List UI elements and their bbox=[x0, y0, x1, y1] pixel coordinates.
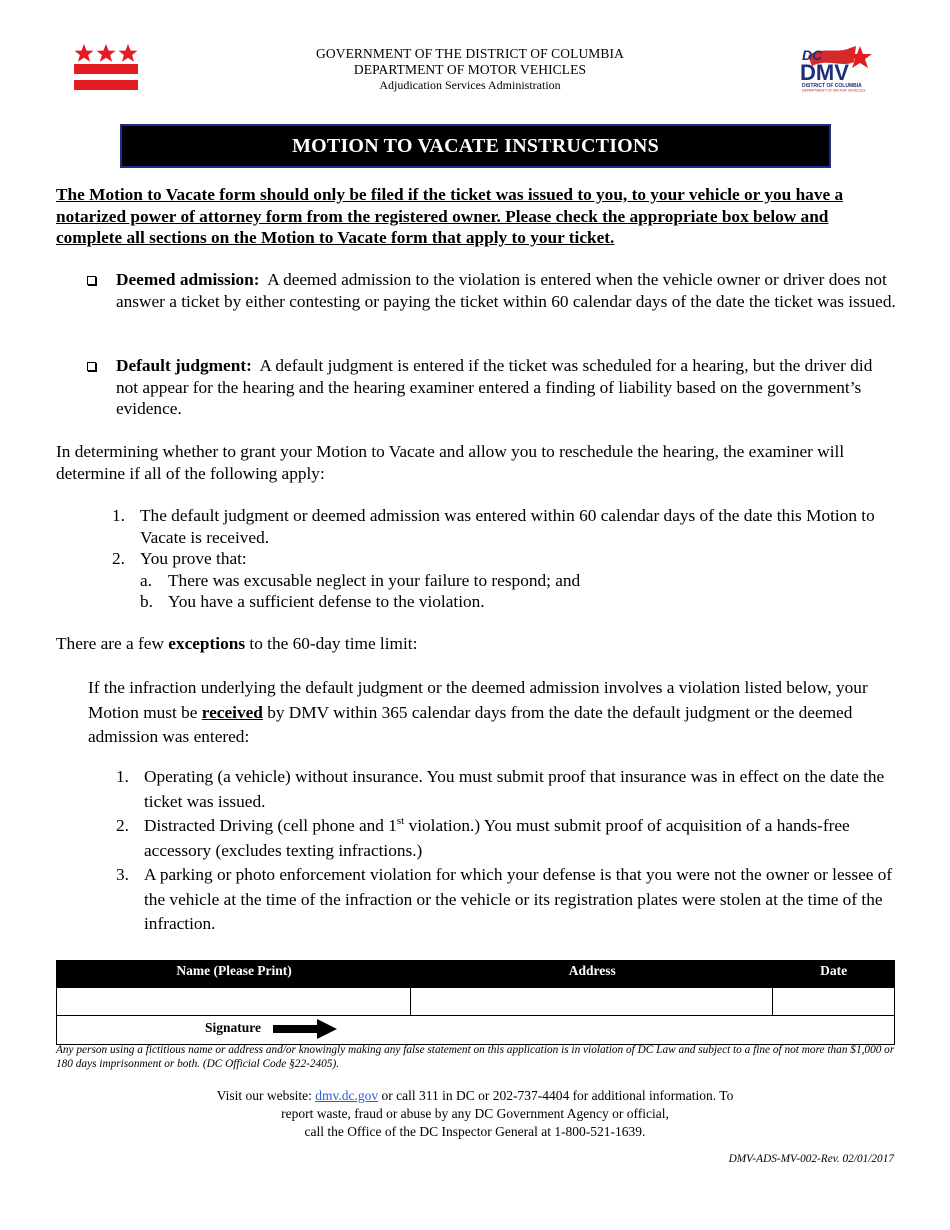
footer bbox=[160, 1087, 790, 1141]
list-text-pre: Distracted Driving (cell phone and 1 bbox=[144, 816, 397, 835]
list-number: 2. bbox=[116, 816, 129, 835]
logo-sub-text: DISTRICT OF COLUMBIA bbox=[802, 83, 862, 89]
infraction-bold: received bbox=[201, 702, 263, 722]
disclaimer: Any person using a fictitious name or address and/or knowingly making any false statement on this application is in violation of DC Law and subject to a fine of not more than $1,000 or 180 days imprisonment or both. (DC Official Code §22-2405). bbox=[56, 1044, 895, 1070]
infraction-pre: If the infraction underlying the default judgment or the deemed admission involves a violation listed below, your Motion must be bbox=[88, 678, 868, 722]
agency-line-1: GOVERNMENT OF THE DISTRICT OF COLUMBIA bbox=[316, 46, 624, 61]
list-item bbox=[112, 548, 892, 570]
criteria-list bbox=[112, 505, 892, 613]
sub-list-item bbox=[112, 570, 892, 592]
checkbox-bullet-icon bbox=[87, 276, 96, 285]
bullet-deemed-admission bbox=[84, 269, 896, 312]
star-icon bbox=[75, 44, 94, 62]
list-text: You have a sufficient defense to the violation. bbox=[168, 592, 485, 611]
dc-flag-logo bbox=[72, 44, 140, 92]
list-text: You prove that: bbox=[140, 549, 247, 568]
infraction-post: by DMV within 365 calendar days from the date the default judgment or the deemed admission was entered: bbox=[88, 702, 853, 746]
list-text: A parking or photo enforcement violation for which your defense is that you were not the owner or lessee of the vehicle at the time of the infraction or the vehicle or its registration plates were stolen at the time of the infraction. bbox=[144, 865, 893, 933]
name-field[interactable] bbox=[57, 988, 411, 1015]
page-title: MOTION TO VACATE INSTRUCTIONS bbox=[120, 124, 831, 168]
form-revision-code: DMV-ADS-MV-002-Rev. 02/01/2017 bbox=[728, 1153, 894, 1165]
flag-bar bbox=[74, 64, 138, 74]
form-input-row bbox=[57, 988, 894, 1016]
signature-label: Signature bbox=[205, 1020, 262, 1035]
exception-list bbox=[116, 765, 896, 937]
list-letter: a. bbox=[140, 570, 152, 590]
dc-dmv-logo bbox=[798, 44, 876, 92]
list-number: 1. bbox=[116, 767, 129, 786]
logo-dmv-text: DMV bbox=[800, 60, 849, 85]
star-icon bbox=[97, 44, 116, 62]
agency-line-2: DEPARTMENT OF MOTOR VEHICLES bbox=[353, 62, 587, 77]
list-letter: b. bbox=[140, 592, 153, 611]
footer-line-1 bbox=[160, 1087, 790, 1105]
date-field[interactable] bbox=[773, 988, 894, 1015]
star-icon bbox=[119, 44, 138, 62]
footer-line-3: call the Office of the DC Inspector General at 1-800-521-1639. bbox=[304, 1124, 646, 1139]
ordinal-suffix: st bbox=[396, 815, 405, 828]
form-header-row bbox=[57, 961, 894, 988]
exceptions-pre: There are a few bbox=[56, 634, 164, 653]
bullet-default-judgment bbox=[84, 355, 896, 420]
list-text: Operating (a vehicle) without insurance. You must submit proof that insurance was in effect on the date the ticket was issued. bbox=[144, 767, 885, 811]
footer-visit-pre: Visit our website: bbox=[216, 1088, 316, 1103]
bullet-term: Default judgment: bbox=[116, 356, 252, 375]
agency-line-3: Adjudication Services Administration bbox=[379, 78, 561, 92]
exceptions-paragraph bbox=[56, 633, 898, 655]
bullet-term: Deemed admission: bbox=[116, 270, 260, 289]
date-column-header: Date bbox=[820, 963, 848, 978]
list-number: 2. bbox=[112, 549, 125, 568]
intro-paragraph: The Motion to Vacate form should only be filed if the ticket was issued to you, to your vehicle or you have a notarized power of attorney form from the registered owner. Please check the appropriate box below and complete all sections on the Motion to Vacate form that apply to your ticket. bbox=[56, 185, 844, 247]
arrow-right-icon bbox=[273, 1019, 337, 1039]
footer-line-2: report waste, fraud or abuse by any DC Government Agency or official, bbox=[281, 1106, 669, 1121]
list-item bbox=[116, 765, 896, 814]
exceptions-post: to the 60-day time limit: bbox=[249, 634, 418, 653]
list-number: 3. bbox=[116, 865, 129, 884]
footer-visit-post: or call 311 in DC or 202-737-4404 for additional information. To bbox=[378, 1088, 734, 1103]
signature-field[interactable] bbox=[57, 1016, 894, 1044]
logo-dc-text: DC bbox=[802, 47, 823, 63]
exceptions-bold: exceptions bbox=[168, 634, 246, 653]
list-item bbox=[116, 863, 896, 937]
address-field[interactable] bbox=[411, 988, 773, 1015]
logo-sub2-text: DEPARTMENT OF MOTOR VEHICLES bbox=[802, 88, 866, 92]
sub-list-item bbox=[112, 591, 892, 613]
list-item bbox=[112, 505, 892, 548]
bullet-text: A default judgment is entered if the ticket was scheduled for a hearing, but the driver did not appear for the hearing and the hearing examiner entered a finding of liability based on the government’s evidence. bbox=[116, 356, 873, 418]
list-number: 1. bbox=[112, 506, 125, 525]
list-text: The default judgment or deemed admission was entered within 60 calendar days of the date this Motion to Vacate is received. bbox=[140, 506, 875, 547]
signature-form-table bbox=[56, 960, 895, 1045]
checkbox-bullet-icon bbox=[87, 362, 96, 371]
address-column-header: Address bbox=[568, 963, 616, 978]
determining-paragraph: In determining whether to grant your Motion to Vacate and allow you to reschedule the hearing, the examiner will determine if all of the following apply: bbox=[56, 442, 845, 483]
bullet-text: A deemed admission to the violation is entered when the vehicle owner or driver does not answer a ticket by either contesting or paying the ticket within 60 calendar days of the date the ticket was issued. bbox=[116, 270, 896, 311]
list-item bbox=[116, 814, 896, 863]
list-text-post: violation.) You must submit proof of acquisition of a hands-free accessory (excludes texting infractions.) bbox=[144, 816, 850, 860]
website-link[interactable]: dmv.dc.gov bbox=[315, 1088, 379, 1103]
infraction-paragraph bbox=[88, 676, 896, 750]
agency-heading bbox=[270, 46, 670, 93]
name-column-header: Name (Please Print) bbox=[176, 963, 292, 978]
header bbox=[0, 44, 950, 104]
list-text: There was excusable neglect in your failure to respond; and bbox=[168, 570, 581, 590]
flag-bar bbox=[74, 80, 138, 90]
